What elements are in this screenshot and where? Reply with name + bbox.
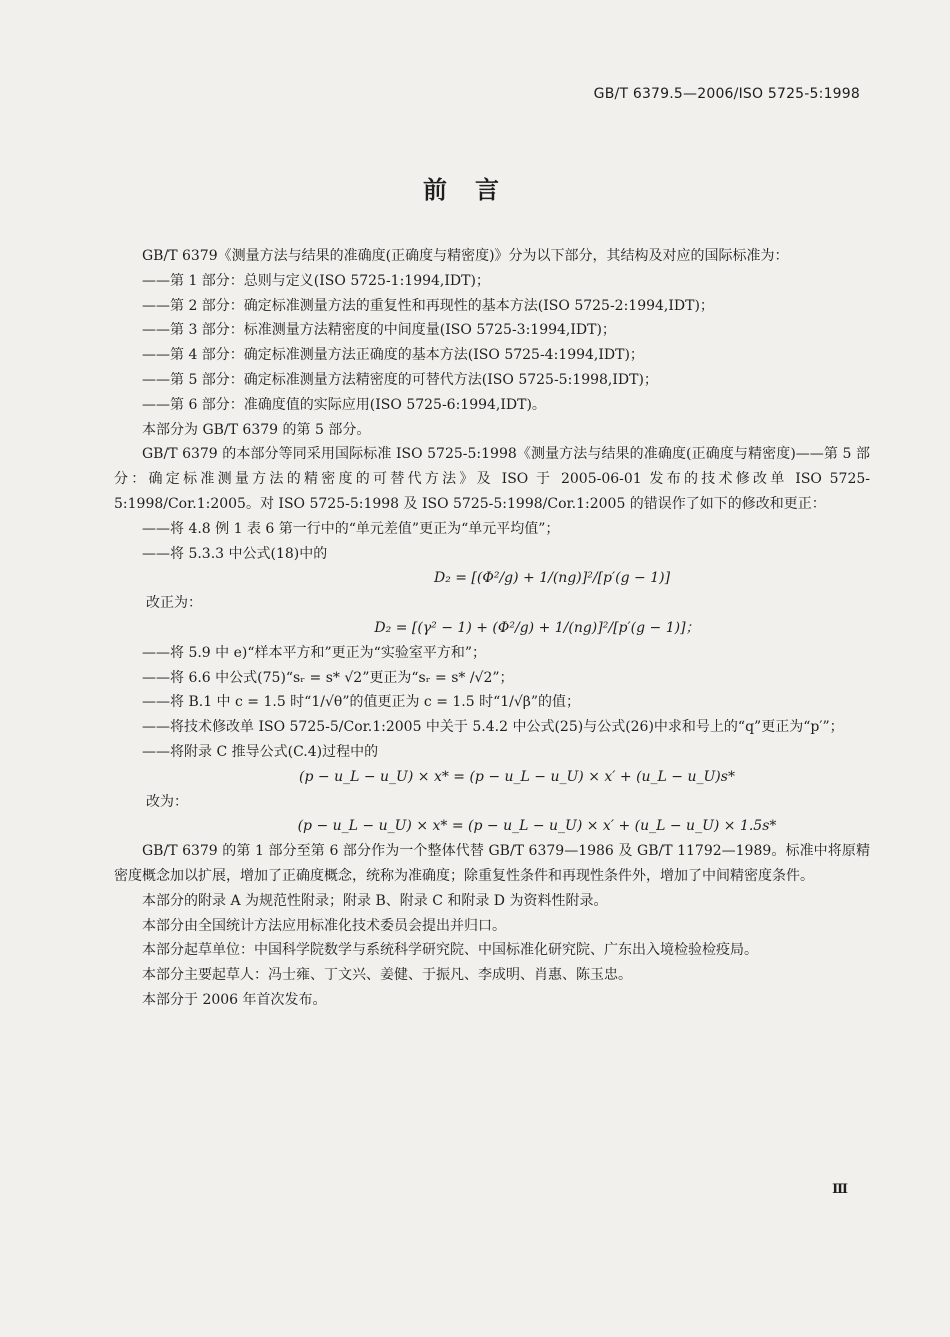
- change-item: ——将 B.1 中 c = 1.5 时“1/√θ”的值更正为 c = 1.5 时“1/√β”的值；: [142, 694, 581, 711]
- part-item: ——第 1 部分：总则与定义(ISO 5725-1:1994,IDT)；: [142, 272, 490, 289]
- change-item: ——将技术修改单 ISO 5725-5/Cor.1:2005 中关于 5.4.2 中公式(25)与公式(26)中求和号上的“q”更正为“p′”；: [142, 719, 844, 736]
- page-number: Ⅲ: [832, 1182, 848, 1197]
- part-item: ——第 5 部分：确定标准测量方法精密度的可替代方法(ISO 5725-5:1998,IDT)；: [142, 371, 658, 388]
- change-item: ——将 4.8 例 1 表 6 第一行中的“单元差值”更正为“单元平均值”；: [142, 520, 560, 537]
- part-item: ——第 6 部分：准确度值的实际应用(ISO 5725-6:1994,IDT)。: [142, 396, 546, 413]
- change-item: ——将 5.9 中 e)“样本平方和”更正为“实验室平方和”；: [142, 644, 486, 661]
- part-item: ——第 4 部分：确定标准测量方法正确度的基本方法(ISO 5725-4:1994,IDT)；: [142, 347, 644, 364]
- replacement-paragraph: GB/T 6379 的第 1 部分至第 6 部分作为一个整体代替 GB/T 6379—1986 及 GB/T 11792—1989。标准中将原精密度概念加以扩展，增加了正确度概念，统称为准确度；除重复性条件和再现性条件外，增加了中间精密度条件。: [114, 843, 870, 884]
- part-item: ——第 3 部分：标准测量方法精密度的中间度量(ISO 5725-3:1994,IDT)；: [142, 322, 616, 339]
- intro-paragraph: GB/T 6379《测量方法与结果的准确度(正确度与精密度)》分为以下部分，其结构及对应的国际标准为：: [142, 248, 789, 264]
- foreword-body: [114, 244, 870, 1013]
- formula-corrected-c4: (p − u_L − u_U) × x* = (p − u_L − u_U) × x′ + (u_L − u_U) × 1.5s*: [297, 818, 777, 835]
- proposer-note: 本部分由全国统计方法应用标准化技术委员会提出并归口。: [142, 917, 506, 934]
- adoption-paragraph: GB/T 6379 的本部分等同采用国际标准 ISO 5725-5:1998《测量方法与结果的准确度(正确度与精密度)——第 5 部分：确定标准测量方法的精密度的可替代方法》及 ISO 于 2005-06-01 发布的技术修改单 ISO 5725-5:1998/Cor.1:2005。对 ISO 5725-5:1998 及 ISO 5725-5:1998/Cor.1:2005 的错误作了如下的修改和更正：: [114, 446, 870, 512]
- correction-label: 改为：: [146, 793, 188, 810]
- change-item: ——将附录 C 推导公式(C.4)过程中的: [142, 743, 379, 760]
- part-item: ——第 2 部分：确定标准测量方法的重复性和再现性的基本方法(ISO 5725-2:1994,IDT)；: [142, 297, 714, 314]
- release-note: 本部分于 2006 年首次发布。: [142, 991, 327, 1008]
- page-title: 前言: [423, 176, 527, 204]
- correction-label: 改正为：: [146, 595, 202, 612]
- formula-original-18: D₂ = [(Φ²/g) + 1/(ng)]²/[p′(g − 1)]: [433, 570, 671, 587]
- drafting-organizations: 本部分起草单位：中国科学院数学与系统科学研究院、中国标准化研究院、广东出入境检验检疫局。: [142, 942, 758, 959]
- annex-note: 本部分的附录 A 为规范性附录；附录 B、附录 C 和附录 D 为资料性附录。: [142, 892, 608, 909]
- formula-original-c4: (p − u_L − u_U) × x* = (p − u_L − u_U) × x′ + (u_L − u_U)s*: [299, 768, 735, 785]
- change-item: ——将 6.6 中公式(75)“sᵣ = s* √2”更正为“sᵣ = s* /√2”；: [142, 669, 514, 686]
- part-note: 本部分为 GB/T 6379 的第 5 部分。: [142, 421, 371, 438]
- change-item: ——将 5.3.3 中公式(18)中的: [142, 545, 328, 562]
- drafters: 本部分主要起草人：冯士雍、丁文兴、姜健、于振凡、李成明、肖惠、陈玉忠。: [142, 967, 632, 984]
- formula-corrected-18: D₂ = [(γ² − 1) + (Φ²/g) + 1/(ng)]²/[p′(g − 1)]；: [374, 619, 700, 636]
- standard-code-header: GB/T 6379.5—2006/ISO 5725-5:1998: [593, 86, 860, 102]
